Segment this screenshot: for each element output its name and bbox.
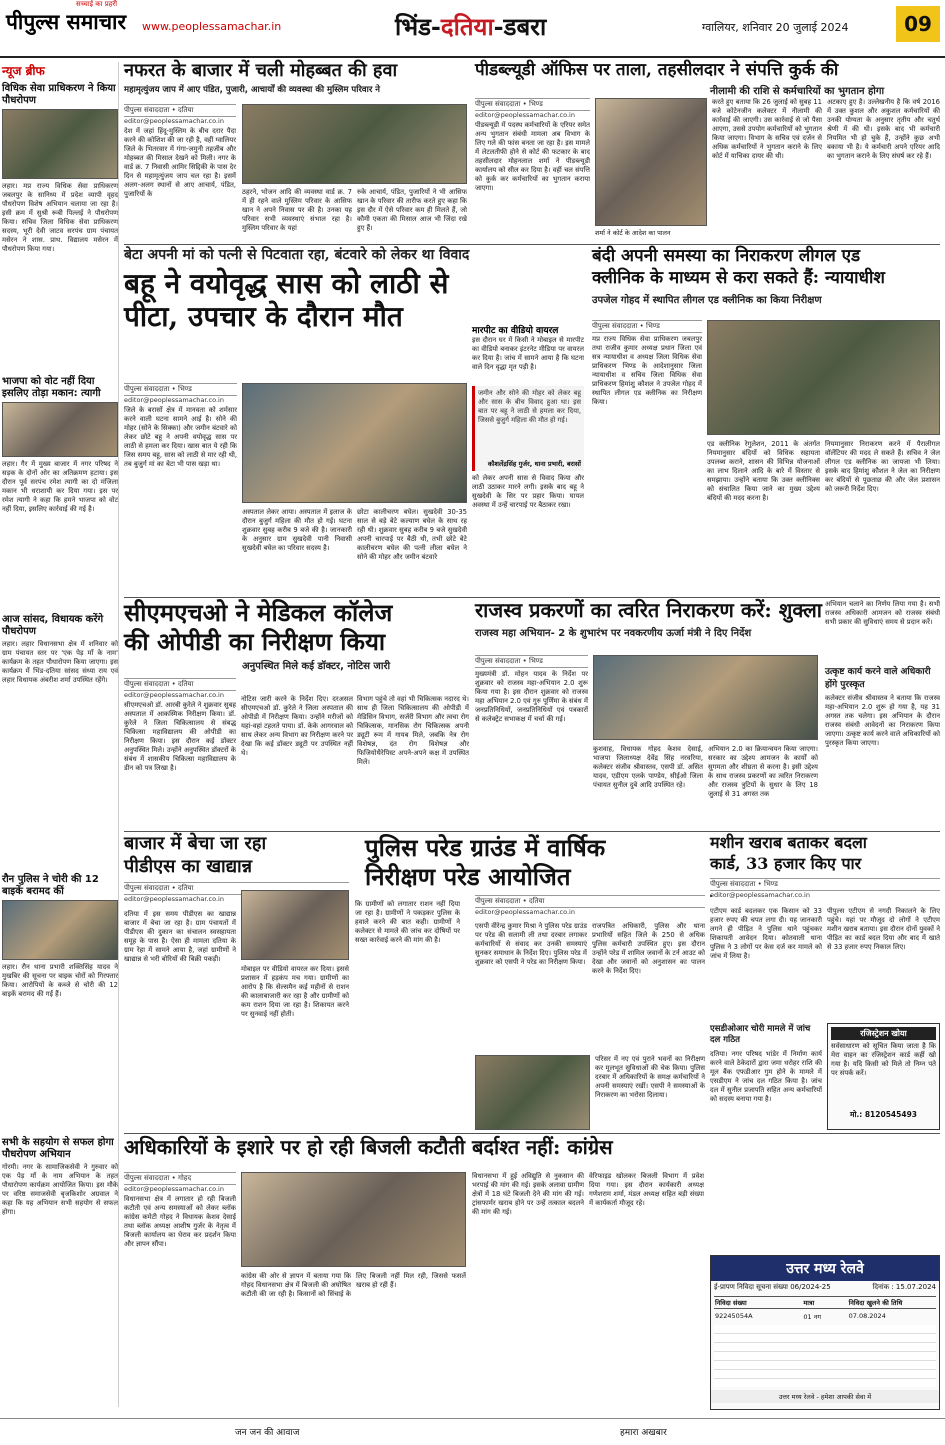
ad-cell: 01 नग — [803, 1313, 822, 1321]
email-link[interactable]: editor@peoplessamachar.co.in — [710, 890, 810, 899]
story-body: ठहरने, भोजन आदि की व्यवस्था वार्ड क्र. 7 में ही रहने वाले मुस्लिम परिवार के आसिफ खान ने अपने निवास पर की है। उनका यह परिवार सभी व्यवस्थाएं संभाल रहा है। मुस्लिम परिवार के यहां — [242, 188, 352, 232]
brief-text: गोरमी। नगर के सामाजिकसेवी ने गुरुवार को एक पेड़ माँ के नाम अभियान के तहत पौधारोपण कार्यक्रम आयोजित किया। इस मौके पर वरिष्ठ समाजसेवी बृजकिशोर अग्रवाल ने कहा कि यह अभियान सभी सहयोग से सफल होगा। — [2, 1163, 118, 1216]
story-body: छोटा कालीचरण बघेल। सुखदेवी 30-35 साल से बड़े बेटे कल्याण बघेल के साथ रह रही थी। शुक्रवार सुबह करीब 9 बजे सुखदेवी अपनी चारपाई पर बैठी थी, तभी छोटे बेटे कालीचरण बघेल की पत्नी लीला बघेल ने सोने की मोहर और जमीन बंटवारे — [357, 508, 467, 561]
quote-box — [472, 386, 584, 471]
ad-cell: 07.08.2024 — [848, 1312, 886, 1320]
story-headline[interactable]: पीटा, उपचार के दौरान मौत — [124, 300, 403, 334]
story-body: पीपुल्स एटीएम से नगदी निकालने के लिए पहुंचे। यहां पर मौजूद दो लोगों ने एटीएम मशीन खराब बताया। इस दौरान दोनों युवकों ने पीड़ित का कार्ड बदल दिया और बाद में खाते से 33 हजार रुपए निकाल लिए। — [827, 907, 940, 951]
email-link[interactable]: editor@peoplessamachar.co.in — [124, 691, 224, 699]
story-headline[interactable]: राजस्व प्रकरणों का त्वरित निराकरण करें: शुक्ला — [475, 598, 822, 622]
byline: पीपुल्स संवाददाता • दतिया — [124, 678, 236, 691]
story-body: वेरिफाइड खोलकर बिजली विभाग में प्रवेश दिया गया। इस दौरान कार्यकारी अध्यक्ष गणेशराम शर्मा, मंडल अध्यक्ष सहित बड़ी संख्या में कार्यकर्ता मौजूद रहे। — [589, 1172, 704, 1207]
story-headline[interactable]: मशीन खराब बताकर बदला — [710, 833, 867, 852]
story-body: एटीएम कार्ड बदलकर एक किसान को 33 हजार रुपए की चपत लगा दी। यह जानकारी लगने ही पीड़ित ने पुलिस थाने पहुंचकर शिकायती आवेदन दिया। कोतवाली थाना पुलिस ने 3 लोगों पर केस दर्ज कर मामले को जांच में लिया है। — [710, 907, 822, 960]
email-link[interactable]: editor@peoplessamachar.co.in — [124, 396, 224, 404]
ad-title: उत्तर मध्य रेलवे — [711, 1256, 939, 1281]
story-headline[interactable]: पुलिस परेड ग्राउंड में वार्षिक — [365, 833, 606, 862]
story-headline[interactable]: क्लीनिक के माध्यम से करा सकते हैं: न्यायाधीश — [592, 267, 885, 288]
byline: पीपुल्स संवाददाता • दतिया — [124, 104, 236, 117]
story-pwd-seal — [475, 62, 940, 242]
edition-datia: दतिया — [440, 12, 494, 41]
page-number: 09 — [896, 6, 940, 42]
dateline: ग्वालियर, शनिवार 20 जुलाई 2024 — [702, 21, 849, 34]
story-cmho-inspection — [124, 600, 469, 828]
story-body: राजपत्रित अधिकारी, पुलिस और थाना प्रभारियों सहित जिले के 250 से अधिक पुलिस कर्मचारी उपस्थित हुए। इस दौरान उन्होंने परेड में शामिल जवानों के टर्न आउट को देखा और जवानों को अनुशासन का पालन करने के निर्देश दिए। — [592, 922, 705, 975]
story-atm-fraud — [710, 835, 940, 1130]
brief-text: लहार। गैर में मुख्य बाजार में नगर परिषद ने सड़क के दोनों ओर का अतिक्रमण हटाया। इस दौरान पूर्व सरपंच रमेश त्यागी का दो मंजिला मकान भी धराशायी कर दिया गया। इस पर रमेश त्यागी ने कहा कि हमने भाजपा को वोट नहीं दिया, इसलिए कार्रवाई की गई है। — [2, 460, 118, 513]
story-body: विधानसभा में हुई अविद्युति से नुकसान की भरपाई की मांग की गई। इसके अलावा ग्रामीण क्षेत्रों में 18 घंटे बिजली देने की मांग की गई। ट्रांसफार्मर खराब होने पर उन्हें तत्काल बदलने की मांग की गई। — [472, 1172, 584, 1216]
story-headline[interactable]: निरीक्षण परेड आयोजित — [365, 862, 571, 892]
ad-date: दिनांक : 15.07.2024 — [872, 1283, 936, 1291]
byline: पीपुल्स संवाददाता • भिण्ड — [710, 878, 940, 891]
ad-subtitle: ई-प्रापण निविदा सूचना संख्या 06/2024-25 — [714, 1283, 831, 1291]
quote-text: जमीन और सोने की मोहर को लेकर बहू और सास के बीच विवाद हुआ था। इस बात पर बहू ने लाठी से हमला कर दिया, जिससे बुजुर्ग महिला की मौत हो गई। — [478, 389, 581, 424]
byline: पीपुल्स संवाददाता • दतिया — [475, 895, 705, 908]
story-police-parade-text — [475, 895, 705, 916]
story-body: दतिया में इस समय पीडीएस का खाद्यान्न बाजार में बेचा जा रहा है। ग्राम पंचायतों में पीडीएस की दुकान का संचालन स्वसहायता समूह के पास है। ऐसा ही मामला दतिया के ग्राम रेहा में सामने आया है, जहां ग्रामीणों ने खाद्यान्न से भरी बोरियों की बिक्री पकड़ी। — [124, 910, 236, 963]
edition-dabra: -डबरा — [493, 12, 547, 41]
email-link[interactable]: editor@peoplessamachar.co.in — [124, 894, 224, 903]
video-box-title: मारपीट का वीडियो वायरल — [472, 326, 559, 336]
story-kicker: बेटा अपनी मां को पत्नी से पिटवाता रहा, बंटवारे को लेकर था विवाद — [124, 247, 470, 263]
masthead — [0, 0, 945, 58]
story-body: देश में जहां हिंदू-मुस्लिम के बीच दरार पैदा करने की कोशिश की जा रही है, वहीं ग्वालियर जिले के भितरवार में गंगा-जमुनी तहजीब और मोहब्बत की मिसाल देखने को मिली। नगर के वार्ड क्र. 7 निवासी आमिर सिद्दिकी के पास देर दिन से महामृत्युंजय जाप चल रहा है। इसमें अलग-अलग स्थानों से आए आचार्य, पंडित, पुजारियों के — [124, 127, 236, 198]
byline: पीपुल्स संवाददाता • भिण्ड — [475, 98, 590, 111]
news-brief-tag: न्यूज ब्रीफ — [2, 64, 45, 78]
story-body: मोबाइल पर वीडियो वायरल कर दिया। इससे प्रशासन में हड़कंप मच गया। ग्रामीणों का आरोप है कि सेल्समैन कई महीनों से राशन की कालाबाजारी कर रहा है और ग्रामीणों को कम राशन दिया जा रहा है। शिकायत करने पर सुनवाई नहीं होती। — [241, 965, 349, 1018]
story-body: पीडब्ल्यूडी में पदस्थ कर्मचारियों के एरियर समेत अन्य भुगतान संबंधी मामला अब विभाग के लिए गले की फांस बनता जा रहा है। इस मामले में लेटलतीफी होने से कोर्ट की फटकार के बाद तहसीलदार मोहनलाल शर्मा ने पीडब्ल्यूडी कार्यालय को सील कर दिया है। वहीं चल संपत्ति को कुर्क कर कर्मचारियों का भुगतान कराया जाएगा। — [475, 121, 590, 192]
page-footer — [0, 1418, 945, 1445]
story-photo — [475, 1055, 590, 1130]
story-subheadline: महामृत्युंजय जाप में आए पंडित, पुजारी, आचार्यों की व्यवस्था की मुस्लिम परिवार ने — [124, 84, 381, 95]
brief-headline[interactable]: सभी के सहयोग से सफल होगा पौधरोपण अभियान — [2, 1137, 114, 1160]
brief-text: लहार। लहार विधानसभा क्षेत्र में शनिवार को ग्राम पंचायत स्तर पर 'एक पेड़ माँ के नाम' कार्यक्रम के तहत पौधारोपण किया जाएगा। इस कार्यक्रम में भिंड-दतिया सांसद संध्या राय एवं लहार विधायक अंबरीश शर्मा उपस्थित रहेंगे। — [2, 640, 118, 684]
byline: पीपुल्स संवाददाता • भिण्ड — [124, 383, 237, 396]
story-body: परिसर में नए एवं पुराने भवनों का निरीक्षण कर मूलभूत सुविधाओं की चेक किया। पुलिस दरबार में अधिकारियों के समक्ष कर्मचारियों ने अपनी समस्याएं रखीं। एसपी ने समस्याओं के निराकरण का भरोसा दिलाया। — [595, 1055, 705, 1099]
story-body: सीएमएचओ डॉ. आरबी कुरेले ने शुक्रवार सुबह अस्पताल में आकस्मिक निरीक्षण किया। डॉ. कुरेले ने जिला चिकित्सालय से संबद्ध चिकित्सा महाविद्यालय की ओपीडी का निरीक्षण किया। इस दौरान कई डॉक्टर अनुपस्थित मिले। उन्होंने अनुपस्थित डॉक्टरों के संबंध में शासकीय चिकित्सा महाविद्यालय के डीन को पत्र लिखा है। — [124, 701, 236, 772]
brief-headline[interactable]: भाजपा को वोट नहीं दिया इसलिए तोड़ा मकान: त्यागी — [2, 376, 101, 399]
story-body: अभियान 2.0 का क्रियान्वयन किया जाएगा। सरकार का उद्देश्य आमजन के कार्यों को सुगमता और शीघ्रता से करना है। इसी उद्देश्य के साथ राजस्व प्रकरणों का त्वरित निराकरण और राजस्व त्रुटियों के सुधार के लिए 18 जुलाई से 31 अगस्त तक — [708, 745, 818, 798]
divider — [124, 831, 940, 832]
brief-text: लहार। रौन थाना प्रभारी शक्तिसिंह यादव ने मुखबिर की सूचना पर बाइक चोरों को गिरफ्तार किया। आरोपियों के कब्जे से चोरी की 12 बाइकें बरामद की गईं हैं। — [2, 963, 118, 998]
email-link[interactable]: editor@peoplessamachar.co.in — [475, 111, 575, 119]
edition-bhind: भिंड- — [395, 12, 441, 41]
story-body: नोटिस जारी करने के निर्देश दिए। दरअसल सीएमएचओ डॉ. कुरेले ने जिला अस्पताल की ओपीडी में निरीक्षण किया। उन्होंने मरीजों को यहां-वहां टहलते पाया। डॉ. केके आगरवाल को साथ लेकर अन्य विभाग का निरीक्षण करने पर देखा कि कई डॉक्टर ड्यूटी पर उपस्थित नहीं थे। — [241, 695, 353, 757]
divider — [124, 1133, 940, 1134]
email-link[interactable]: editor@peoplessamachar.co.in — [124, 1185, 224, 1193]
story-photo — [595, 98, 707, 226]
story-body: कि ग्रामीणों को लगातार राशन नहीं दिया जा रहा है। ग्रामीणों ने पकड़कर पुलिस के हवाले करने की बात कही। ग्रामीणों ने कलेक्टर से मामले की जांच कर दोषियों पर सख्त कार्रवाई करने की मांग की है। — [355, 900, 460, 944]
story-revenue-campaign — [475, 600, 940, 828]
story-body: को लेकर अपनी सास से विवाद किया और लाठी उठाकर मारने लगी। इसके बाद बहू ने सुखदेवी के सिर पर प्रहार किया। घायल अवस्था में उन्हें चारपाई पर बैठाकर रखा। — [472, 474, 584, 509]
story-headline[interactable]: पीडब्ल्यूडी ऑफिस पर ताला, तहसीलदार ने संपत्ति कुर्क की — [475, 60, 839, 80]
story-subheadline: नीलामी की राशि से कर्मचारियों का भुगतान होगा — [710, 85, 885, 97]
story-subheadline: अनुपस्थित मिले कई डॉक्टर, नोटिस जारी — [242, 661, 391, 673]
email-link[interactable]: editor@peoplessamachar.co.in — [475, 908, 575, 916]
story-headline[interactable]: कार्ड, 33 हजार किए पार — [710, 853, 862, 873]
story-body: कलेक्टर संजीव श्रीवास्तव ने बताया कि राजस्व महा-अभियान 2.0 शुरू हो गया है, यह 31 अगस्त तक चलेगा। इस अभियान के दौरान राजस्व संबंधी आवेदनों का निराकरण किया जाएगा। उत्कृष्ट कार्य करने वाले अधिकारियों को पुरस्कृत किया जाएगा। — [825, 694, 940, 747]
notice-contact: मो.: 8120545493 — [849, 1110, 918, 1119]
story-photo — [241, 1172, 466, 1267]
story-body: अस्पताल लेकर आया। अस्पताल में इलाज के दौरान बुजुर्ग महिला की मौत हो गई। घटना शुक्रवार सुबह करीब 9 बजे की है। जानकारी के अनुसार ग्राम सुखदेवी पानी निवासी सुखदेवी बघेल का परिवार सदस्य है। — [242, 508, 352, 552]
story-power-cut — [124, 1137, 704, 1412]
story-body: एड क्लीनिक रेगुलेशन, 2011 के अंतर्गत नियमानुसार बंदियों को विधिक सहायता उपलब्ध कराने, शासन की विभिन्न योजनाओं का लाभ दिलाने आदि के बारे में विस्तार से समझाया। उन्होंने बताया कि उक्त क्लीनिक्स को संचालित किया जाने का मुख्य उद्देश्य बंदियों की मदद करना है। — [707, 440, 820, 502]
news-brief-column — [2, 62, 119, 1407]
story-photo — [707, 320, 940, 435]
story-body: दतिया। नगर परिषद भांडेर में निर्माण कार्य करने वाले ठेकेदारों द्वारा जमा धरोहर राशि की मूल बैंक एफडीआर गुम होने के मामले में एसडीएम ने जांच दल गठित किया है। जांच दल में सुनील प्रजापति सहित अन्य कर्मचारियों को सदस्य बनाया गया है। — [710, 1050, 822, 1103]
story-subheadline: उपजेल गोहद में स्थापित लीगल एड क्लीनिक का किया निरीक्षण — [592, 294, 822, 306]
logo-tagline: सच्चाई का प्रहरी — [76, 0, 118, 8]
story-headline[interactable]: नफरत के बाजार में चली मोहब्बत की हवा — [124, 60, 398, 81]
notice-title: रजिस्ट्रेशन खोया — [831, 1027, 936, 1040]
ad-col: निविदा खुलने की तिथि — [848, 1299, 903, 1307]
story-body: विभाग पहुंचे तो वहां भी चिकित्सक नदारद थे। साथ ही जिला चिकित्सालय की ओपीडी में मेडिसिन विभाग, सर्जरी विभाग और त्वचा रोग चिकित्सक, मानसिक रोग चिकित्सक अपनी ड्यूटी रूम में गायब मिले, जबकि नेत्र रोग विशेषज्ञ, दंत रोग विशेषज्ञ और फिजियोथैरेपिस्ट अपने-अपने कक्ष में उपस्थित मिले। — [357, 695, 469, 766]
video-box-text: इस दौरान घर में किसी ने मोबाइल से मारपीट का वीडियो बनाकर इंटरनेट मीडिया पर वायरल कर दिया है। जांच में सामने आया है कि घटना वाले दिन वृद्धा मृत पड़ी है। — [472, 336, 584, 371]
story-headline[interactable]: बहू ने वयोवृद्ध सास को लाठी से — [124, 266, 449, 300]
brief-headline[interactable]: विधिक सेवा प्राधिकरण ने किया पौधरोपण — [2, 83, 116, 106]
notice-text: सर्वसाधारण को सूचित किया जाता है कि मेरा वाहन का रजिस्ट्रेशन कार्ड कहीं खो गया है। यदि किसी को मिले तो निम्न पते पर संपर्क करें। — [831, 1042, 936, 1077]
story-headline[interactable]: बंदी अपनी समस्या का निराकरण लीगल एड — [592, 246, 861, 266]
story-body: रुके आचार्य, पंडित, पुजारियों ने भी आसिफ खान के परिवार की तारीफ करते हुए कहा कि इस दौर में ऐसे परिवार कम ही मिलते हैं, जो कौमी एकता की मिसाल आज भी जिंदा रखे हुए हैं। — [357, 188, 467, 232]
byline: पीपुल्स संवाददाता • दतिया — [124, 882, 349, 895]
story-mother-in-law — [124, 248, 584, 593]
story-communal-harmony — [124, 62, 469, 242]
ad-cell: 92245054A — [715, 1312, 753, 1320]
brief-photo — [2, 402, 118, 457]
story-pds-grain — [124, 835, 349, 1130]
byline: पीपुल्स संवाददाता • भिण्ड — [592, 320, 702, 333]
story-body: विधानसभा क्षेत्र में लगातार हो रही बिजली कटौती एवं अन्य समस्याओं को लेकर ब्लॉक कांग्रेस कमेटी गोहद ने विधायक केशव देसाई तथा ब्लॉक अध्यक्ष आशीष गुर्जर के नेतृत्व में बिजली कार्यालय का घेराव कर प्रदर्शन किया और ज्ञापन सौंपा। — [124, 1195, 236, 1248]
edition-title — [395, 10, 546, 43]
brief-headline[interactable]: रौन पुलिस ने चोरी की 12 बाइकें बरामद कीं — [2, 874, 99, 897]
railway-tender-ad[interactable] — [710, 1255, 940, 1410]
newspaper-logo[interactable]: पीपुल्स समाचार सच्चाई का प्रहरी — [6, 0, 127, 34]
brief-text: लहार। मप्र राज्य विधिक सेवा प्राधिकरण जबलपुर के सानिध्य में प्रदेश व्यापी वृहद पौधरोपण विशेष अभियान चलाया जा रहा है। इसी क्रम में सुश्री रूबी पिल्लई ने पौधरोपण किया। सचिव जिला विधिक सेवा प्राधिकरण सदस्य, भूरी देवी जाटव सरपंच ग्राम पंचायत मसेरन ने शास. प्राथ. विद्यालय मसेरन में पौधरोपण किया गया। — [2, 182, 118, 253]
story-headline[interactable]: सीएमएचओ ने मेडिकल कॉलेज — [124, 598, 393, 627]
ad-col: निविदा संख्या — [715, 1299, 747, 1307]
story-body: एसपी वीरेन्द्र कुमार मिश्रा ने पुलिस परेड ग्राउंड पर परेड की सलामी ली तथा दरबार लगाकर कर्मचारियों से संवाद कर उनकी समस्याएं सुनकर समाधान के निर्देश दिए। पुलिस परेड में शुक्रवार को एसपी ने परेड का निरीक्षण किया। — [475, 922, 587, 966]
footer-slogan-right: हमारा अखबार — [620, 1428, 667, 1438]
email-link[interactable]: editor@peoplessamachar.co.in — [124, 117, 224, 125]
story-body: मप्र राज्य विधिक सेवा प्राधिकरण जबलपुर तथा राजीव कुमार अध्यक्ष प्रधान जिला एवं सत्र न्यायाधीश व अध्यक्ष जिला विधिक सेवा प्राधिकरण भिण्ड के आदेशानुसार जिला न्यायाधीश व सचिव जिला विधिक सेवा प्राधिकरण हिमांशु कौशल ने उपजेल गोहद में स्थापित लीगल एड क्लीनिक का निरीक्षण किया। — [592, 335, 702, 406]
classified-notice — [827, 1023, 940, 1130]
story-body: करते हुए बताया कि 26 जुलाई को सुबह 11 बजे कोटेनजीन कलेक्टर में नीलामी की कार्रवाई की जाएगी। उस कार्रवाई से जो पैसा आएगा, उससे उपयोग कर्मचारियों को भुगतान किया जाएगा। विभाग के सचिव एवं दर्जन से अधिक कर्मचारियों ने भुगतान कराने के लिए कोर्ट में याचिका दायर की थी। — [712, 98, 822, 160]
story-headline[interactable]: अधिकारियों के इशारे पर हो रही बिजली कटौती बर्दाश्त नहीं: कांग्रेस — [124, 1135, 613, 1159]
footer-slogan-left: जन जन की आवाज — [235, 1428, 300, 1438]
story-body: जिले के बरासों क्षेत्र में मानवता को शर्मसार करने वाली घटना सामने आई है। सोने की मोहर (सोने के सिक्का) और जमीन बंटवारे को लेकर छोटे बहू ने अपनी वयोवृद्ध सास पर लाठी से हमला कर दिया। खास बात ये रही कि जिस समय बहू, सास को लाठी से मार रही थी, तब बुजुर्ग मां का बेटा भी पास खड़ा था। — [124, 406, 237, 468]
story-headline[interactable]: की ओपीडी का निरीक्षण किया — [124, 627, 386, 657]
photo-caption: शर्मा ने कोर्ट के आदेश का पालन — [595, 229, 671, 237]
ad-fine-print — [714, 1325, 936, 1387]
story-legal-aid — [592, 248, 940, 593]
story-body: नियमानुसार निराकरण करने में पैरालीगल वॉलेंटियर की मदद ले सकते हैं। सचिव ने जेल लीगल एड क्लीनिक का जायजा भी लिया। इसके बाद हिमांशु कौशल ने जेल का निरीक्षण कर बंदियों से पूछताछ की और जेल प्रशासन को जरूरी निर्देश दिए। — [825, 440, 940, 493]
ad-table-header — [714, 1296, 936, 1309]
byline: पीपुल्स संवाददाता • भिण्ड — [475, 655, 588, 668]
story-body: कांग्रेस की ओर से ज्ञापन में बताया गया कि गोहद विधानसभा क्षेत्र में बिजली की अघोषित कटौती की जा रही है। किसानों को सिंचाई के लिए बिजली नहीं मिल रही, जिससे फसलें खराब हो रही हैं। — [241, 1272, 466, 1298]
byline: पीपुल्स संवाददाता • गोहद — [124, 1172, 236, 1185]
divider — [124, 244, 940, 245]
story-photo — [242, 104, 467, 184]
story-headline[interactable]: पीडीएस का खाद्यान्न — [124, 855, 252, 877]
story-subheadline: राजस्व महा अभियान- 2 के शुभारंभ पर नवकरणीय ऊर्जा मंत्री ने दिए निर्देश — [475, 628, 752, 639]
story-body: कुशवाह, विधायक गोहद केशव देसाई, भाजपा जिलाध्यक्ष देवेंद्र सिंह नरवरिया, कलेक्टर संजीव श्रीवास्तव, एसपी डॉ. असित यादव, एडीएम एलके पाण्डेय, सीईओ जिला पंचायत सुनील दुबे आदि उपस्थित रहे। — [593, 745, 703, 789]
ad-table-row — [714, 1311, 936, 1322]
story-headline[interactable]: बाजार में बेचा जा रहा — [124, 833, 267, 854]
story-photo — [242, 383, 467, 503]
story-photo — [241, 890, 349, 960]
brief-headline[interactable]: आज सांसद, विधायक करेंगे पौधरोपण — [2, 614, 104, 637]
website-link[interactable]: www.peoplessamachar.in — [142, 20, 282, 33]
story-subhead: एसडीओआर चोरी मामले में जांच दल गठित — [710, 1024, 811, 1045]
story-body: अटकाए हुए है। उल्लेखनीय है कि वर्ष 2016 में उक्त कुशल और अकुशल कर्मचारियों की उनकी योग्यता के अनुसार तृतीय और चतुर्थ श्रेणी में की थी। इसके बाद भी कर्मचारी नियमित भी हो चुके हैं, उन्होंने कुछ अभी बकाया भी है। ये कर्मचारी अपने एरियर आदि का भुगतान कराने के लिए संघर्ष कर रहे हैं। — [827, 98, 940, 160]
brief-photo — [2, 900, 118, 960]
ad-footer: उत्तर मध्य रेलवे - हमेशा आपकी सेवा में — [711, 1390, 939, 1403]
story-body: अभियान चलाने का निर्णय लिया गया है। सभी राजस्व अधिकारी आमजन को राजस्व संबंधी सभी प्रकार की सुविधाएं समय से प्रदान करें। — [825, 600, 940, 626]
story-photo — [593, 655, 818, 740]
quote-attribution: कौशलेंद्रसिंह गुर्जर, थाना प्रभारी, बरासों — [487, 460, 581, 468]
story-subhead: उत्कृष्ट कार्य करने वाले अधिकारी होंगे पुरस्कृत — [825, 667, 931, 690]
ad-col: मात्रा — [803, 1299, 815, 1307]
story-body: मुख्यमंत्री डॉ. मोहन यादव के निर्देश पर शुक्रवार को राजस्व महा-अभियान 2.0 शुरू किया गया है। इस दौरान शुक्रवार को राजस्व महा अभियान 2.0 एवं गुरु पूर्णिमा के संबंध में जनप्रतिनिधियों, जनप्रतिनिधियों एवं पत्रकारों से कलेक्ट्रेट सभाकक्ष में चर्चा की गई। — [475, 670, 588, 723]
brief-photo — [2, 109, 118, 179]
